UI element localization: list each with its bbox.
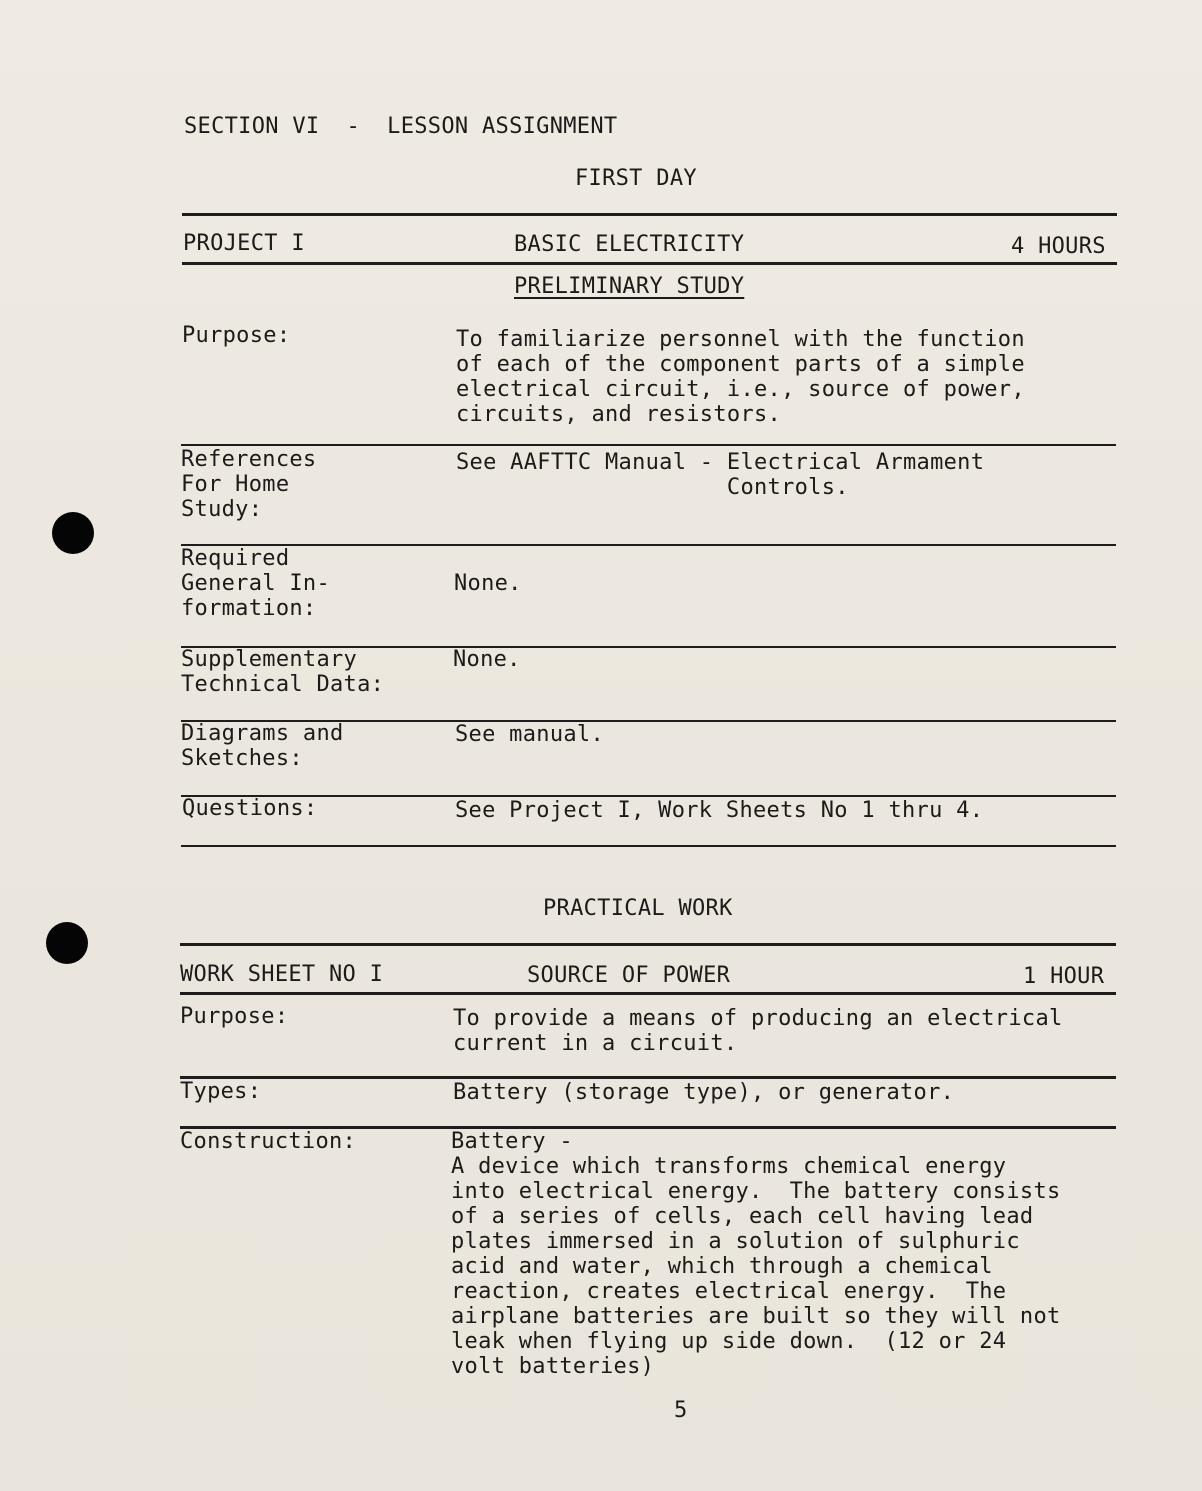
construction-label: Construction: (180, 1129, 357, 1154)
section-title: SECTION VI - LESSON ASSIGNMENT (184, 114, 618, 139)
types-label: Types: (180, 1079, 262, 1104)
divider (180, 1076, 1116, 1079)
practical-work-heading: PRACTICAL WORK (543, 896, 733, 921)
types-text: Battery (storage type), or generator. (453, 1080, 955, 1105)
day-heading: FIRST DAY (575, 166, 697, 191)
project-label: PROJECT I (183, 231, 305, 256)
punch-hole-lower (46, 922, 88, 964)
required-info-label: Required General In- formation: (181, 546, 330, 621)
divider (181, 795, 1116, 797)
references-text: See AAFTTC Manual - Electrical Armament Controls. (456, 450, 985, 500)
construction-text: Battery - A device which transforms chemical energy into electrical energy. The battery consists of a series of cells, each cell having lead plates immersed in a solution of sulphuric acid and water, which through a chemical reaction, creates electrical energy. The airplane batteries are built so they will not leak when flying up side down. (12 or 24 volt batteries) (451, 1129, 1061, 1379)
purpose-text: To familiarize personnel with the function of each of the component parts of a simple electrical circuit, i.e., source of power, circuits, and resistors. (456, 327, 1025, 427)
references-label: References For Home Study: (181, 447, 317, 522)
divider (180, 943, 1116, 946)
divider (182, 213, 1117, 216)
diagrams-text: See manual. (455, 722, 604, 747)
divider (181, 444, 1116, 446)
diagrams-label: Diagrams and Sketches: (181, 721, 344, 771)
punch-hole-upper (52, 512, 94, 554)
ws-purpose-text: To provide a means of producing an electrical current in a circuit. (453, 1006, 1063, 1056)
project-hours: 4 HOURS (1011, 234, 1106, 259)
divider (181, 845, 1116, 847)
worksheet-label: WORK SHEET NO I (180, 962, 384, 987)
worksheet-hours: 1 HOUR (1023, 964, 1105, 989)
divider (182, 262, 1117, 265)
project-title: BASIC ELECTRICITY (514, 232, 745, 257)
worksheet-title: SOURCE OF POWER (527, 963, 731, 988)
supplementary-text: None. (453, 647, 521, 672)
supplementary-label: Supplementary Technical Data: (181, 647, 385, 697)
divider (180, 992, 1116, 995)
purpose-label: Purpose: (182, 323, 291, 348)
questions-text: See Project I, Work Sheets No 1 thru 4. (455, 798, 984, 823)
questions-label: Questions: (182, 796, 318, 821)
page-number: 5 (674, 1398, 688, 1423)
required-info-text: None. (454, 571, 522, 596)
ws-purpose-label: Purpose: (180, 1004, 289, 1029)
preliminary-study-heading: PRELIMINARY STUDY (514, 274, 745, 299)
